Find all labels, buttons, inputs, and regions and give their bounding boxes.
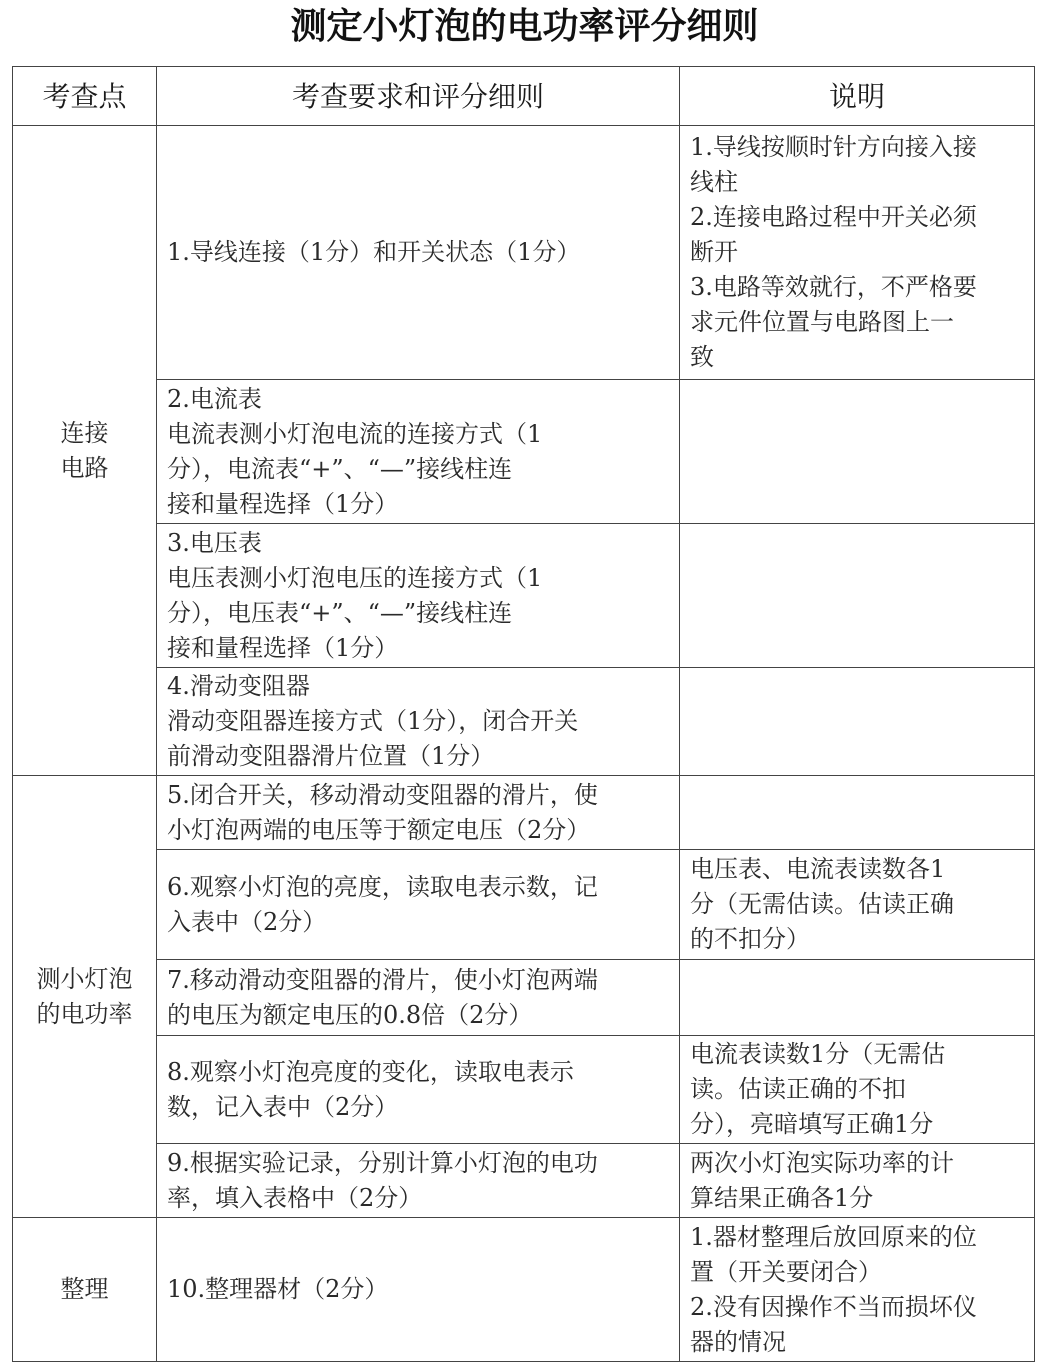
text-line: 2.没有因操作不当而损坏仪 xyxy=(690,1292,977,1321)
table-row xyxy=(13,668,1035,776)
requirement-cell xyxy=(157,524,680,668)
text-line: 滑动变阻器连接方式（1分），闭合开关 xyxy=(167,707,579,735)
note-cell xyxy=(680,126,1035,380)
text-line: 9.根据实验记录，分别计算小灯泡的电功 xyxy=(167,1148,598,1177)
text-line: 小灯泡两端的电压等于额定电压（2分） xyxy=(167,815,591,844)
text-line: 置（开关要闭合） xyxy=(690,1257,882,1286)
text-line: 读。估读正确的不扣 xyxy=(690,1075,906,1103)
text-line: 电压表、电流表读数各1 xyxy=(690,855,946,883)
text-line: 分），电流表“+”、“—”接线柱连 xyxy=(167,454,513,483)
note-cell xyxy=(680,524,1035,668)
text-line: 电流表读数1分（无需估 xyxy=(690,1040,946,1068)
note-cell xyxy=(680,960,1035,1036)
category-measure-power xyxy=(13,776,157,1218)
requirement-cell xyxy=(157,380,680,524)
table-header-row xyxy=(13,67,1035,126)
text-line: 线柱 xyxy=(690,168,738,196)
text-line: 率，填入表格中（2分） xyxy=(167,1183,423,1212)
text-line: 算结果正确各1分 xyxy=(690,1183,874,1212)
header-requirements: 考查要求和评分细则 xyxy=(157,67,680,126)
table-row xyxy=(13,1036,1035,1144)
document-title: 测定小灯泡的电功率评分细则 xyxy=(290,6,759,47)
text-line: 致 xyxy=(690,343,714,371)
text-line: 两次小灯泡实际功率的计 xyxy=(690,1148,954,1177)
table-row xyxy=(13,1218,1035,1362)
header-checkpoint: 考查点 xyxy=(13,67,157,126)
requirement-cell xyxy=(157,1144,680,1218)
note-cell xyxy=(680,850,1035,960)
text-line: 1.器材整理后放回原来的位 xyxy=(690,1222,977,1251)
requirement-cell xyxy=(157,1218,680,1362)
note-cell xyxy=(680,380,1035,524)
text-line: 3.电压表 xyxy=(167,528,262,557)
text-line: 分（无需估读。估读正确 xyxy=(690,890,954,918)
note-cell xyxy=(680,668,1035,776)
text-line: 电流表测小灯泡电流的连接方式（1 xyxy=(167,419,543,448)
text-line: 器的情况 xyxy=(690,1327,786,1356)
category-connect-circuit xyxy=(13,126,157,776)
text-line: 数，记入表中（2分） xyxy=(167,1092,399,1121)
requirement-cell xyxy=(157,960,680,1036)
scoring-table xyxy=(12,66,1035,1362)
text-line: 入表中（2分） xyxy=(167,907,327,936)
requirement-cell xyxy=(157,126,680,380)
text-line: 断开 xyxy=(690,238,738,266)
text-line: 1.导线连接（1分）和开关状态（1分） xyxy=(167,238,581,266)
table-row xyxy=(13,960,1035,1036)
text-line: 2.连接电路过程中开关必须 xyxy=(690,203,977,231)
note-cell xyxy=(680,1144,1035,1218)
table-row xyxy=(13,850,1035,960)
requirement-cell xyxy=(157,1036,680,1144)
text-line: 接和量程选择（1分） xyxy=(167,489,399,518)
header-notes: 说明 xyxy=(680,67,1035,126)
text-line: 接和量程选择（1分） xyxy=(167,633,399,662)
text-line: 电压表测小灯泡电压的连接方式（1 xyxy=(167,563,543,592)
text-line: 前滑动变阻器滑片位置（1分） xyxy=(167,742,495,770)
table-row xyxy=(13,524,1035,668)
text-line: 的电压为额定电压的0.8倍（2分） xyxy=(167,1000,533,1029)
text-line: 分），亮暗填写正确1分 xyxy=(690,1110,934,1138)
table-row xyxy=(13,126,1035,380)
text-line: 分），电压表“+”、“—”接线柱连 xyxy=(167,598,513,627)
text-line: 连接 xyxy=(60,418,109,447)
requirement-cell xyxy=(157,668,680,776)
text-line: 1.导线按顺时针方向接入接 xyxy=(690,133,977,161)
note-cell xyxy=(680,1036,1035,1144)
text-line: 4.滑动变阻器 xyxy=(167,672,310,700)
requirement-cell xyxy=(157,776,680,850)
text-line: 的不扣分） xyxy=(690,925,810,953)
text-line: 测小灯泡 xyxy=(36,964,133,993)
text-line: 3.电路等效就行，不严格要 xyxy=(690,273,977,301)
requirement-cell xyxy=(157,850,680,960)
text-line: 的电功率 xyxy=(36,999,133,1028)
text-line: 5.闭合开关，移动滑动变阻器的滑片，使 xyxy=(167,780,598,809)
table-row xyxy=(13,1144,1035,1218)
text-line: 10.整理器材（2分） xyxy=(167,1275,389,1303)
note-cell xyxy=(680,776,1035,850)
text-line: 整理 xyxy=(60,1275,109,1303)
table-row xyxy=(13,380,1035,524)
table-row xyxy=(13,776,1035,850)
text-line: 6.观察小灯泡的亮度，读取电表示数，记 xyxy=(167,872,598,901)
text-line: 7.移动滑动变阻器的滑片，使小灯泡两端 xyxy=(167,965,598,994)
text-line: 求元件位置与电路图上一 xyxy=(690,308,954,336)
text-line: 2.电流表 xyxy=(167,384,262,413)
category-tidy-up xyxy=(13,1218,157,1362)
note-cell xyxy=(680,1218,1035,1362)
text-line: 电路 xyxy=(60,453,109,482)
text-line: 8.观察小灯泡亮度的变化，读取电表示 xyxy=(167,1057,574,1086)
